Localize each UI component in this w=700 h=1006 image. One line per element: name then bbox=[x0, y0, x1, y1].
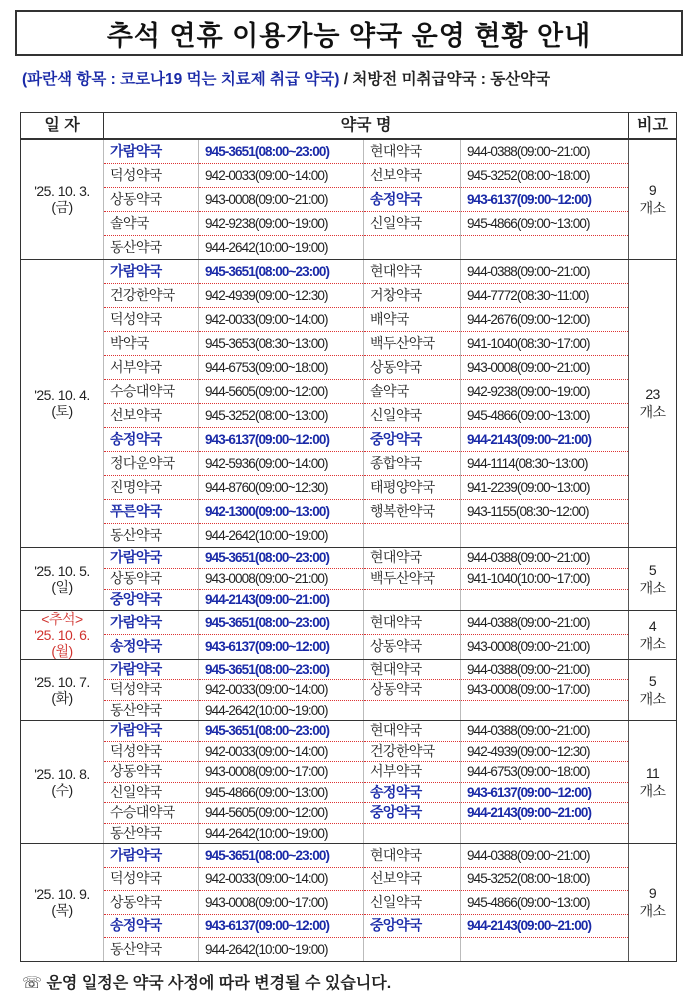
pharmacy-phone-hours: 942-0033(09:00~14:00) bbox=[199, 163, 364, 187]
pharmacy-name: 덕성약국 bbox=[104, 163, 199, 187]
pharmacy-phone-hours: 944-0388(09:00~21:00) bbox=[461, 659, 629, 680]
pharmacy-count-cell bbox=[629, 259, 677, 547]
pharmacy-phone-hours bbox=[461, 823, 629, 844]
pharmacy-phone-hours: 945-4866(09:00~13:00) bbox=[199, 782, 364, 803]
table-row bbox=[21, 403, 677, 427]
pharmacy-name: 중앙약국 bbox=[364, 427, 461, 451]
pharmacy-phone-hours: 942-4939(09:00~12:30) bbox=[461, 741, 629, 762]
pharmacy-name: 중앙약국 bbox=[364, 914, 461, 938]
pharmacy-name: 행복한약국 bbox=[364, 499, 461, 523]
pharmacy-phone-hours: 944-0388(09:00~21:00) bbox=[461, 844, 629, 868]
table-row bbox=[21, 914, 677, 938]
pharmacy-name: 상동약국 bbox=[104, 762, 199, 783]
pharmacy-count: 5 bbox=[648, 561, 657, 578]
pharmacy-name: 상동약국 bbox=[104, 891, 199, 915]
weekday-text: (금) bbox=[51, 199, 73, 216]
pharmacy-name: 건강한약국 bbox=[104, 283, 199, 307]
pharmacy-name: 신일약국 bbox=[364, 403, 461, 427]
pharmacy-phone-hours: 945-4866(09:00~13:00) bbox=[461, 211, 629, 235]
pharmacy-name: 동산약국 bbox=[104, 523, 199, 547]
pharmacy-name: 정다운약국 bbox=[104, 451, 199, 475]
pharmacy-phone-hours: 944-0388(09:00~21:00) bbox=[461, 721, 629, 742]
table-row bbox=[21, 741, 677, 762]
pharmacy-name: 거창약국 bbox=[364, 283, 461, 307]
pharmacy-name: 건강한약국 bbox=[364, 741, 461, 762]
pharmacy-name: 동산약국 bbox=[104, 938, 199, 962]
table-row bbox=[21, 610, 677, 635]
footer-text: 운영 일정은 약국 사정에 따라 변경될 수 있습니다. bbox=[46, 974, 392, 992]
pharmacy-count-unit: 개소 bbox=[639, 579, 666, 596]
date-text: '25. 10. 9. bbox=[34, 886, 90, 903]
pharmacy-name: 신일약국 bbox=[364, 891, 461, 915]
pharmacy-phone-hours: 944-2143(09:00~21:00) bbox=[199, 589, 364, 610]
date-text: '25. 10. 5. bbox=[34, 562, 90, 579]
pharmacy-name: 박약국 bbox=[104, 331, 199, 355]
pharmacy-phone-hours: 945-3252(08:00~13:00) bbox=[199, 403, 364, 427]
pharmacy-name: 가람약국 bbox=[104, 259, 199, 283]
pharmacy-name: 솔약국 bbox=[104, 211, 199, 235]
pharmacy-name: 덕성약국 bbox=[104, 741, 199, 762]
pharmacy-name: 덕성약국 bbox=[104, 307, 199, 331]
pharmacy-phone-hours: 944-0388(09:00~21:00) bbox=[461, 610, 629, 635]
pharmacy-name: 상동약국 bbox=[364, 635, 461, 660]
table-row bbox=[21, 163, 677, 187]
date-text: '25. 10. 8. bbox=[34, 766, 90, 782]
pharmacy-name: 진명약국 bbox=[104, 475, 199, 499]
pharmacy-count-unit: 개소 bbox=[639, 404, 666, 420]
pharmacy-phone-hours: 943-0008(09:00~17:00) bbox=[199, 891, 364, 915]
pharmacy-count-cell bbox=[629, 721, 677, 844]
table-header-row bbox=[21, 113, 677, 140]
pharmacy-name: 덕성약국 bbox=[104, 680, 199, 701]
pharmacy-phone-hours bbox=[461, 938, 629, 962]
weekday-text: (목) bbox=[51, 902, 73, 919]
pharmacy-phone-hours: 941-2239(09:00~13:00) bbox=[461, 475, 629, 499]
table-row bbox=[21, 823, 677, 844]
pharmacy-count-unit: 개소 bbox=[639, 690, 666, 707]
pharmacy-phone-hours: 944-2642(10:00~19:00) bbox=[199, 823, 364, 844]
pharmacy-name: 수승대약국 bbox=[104, 803, 199, 824]
pharmacy-phone-hours: 943-6137(09:00~12:00) bbox=[199, 635, 364, 660]
pharmacy-count-cell bbox=[629, 659, 677, 721]
pharmacy-phone-hours: 943-0008(09:00~21:00) bbox=[461, 355, 629, 379]
pharmacy-count: 11 bbox=[645, 765, 660, 781]
pharmacy-phone-hours bbox=[461, 589, 629, 610]
pharmacy-name: 송정약국 bbox=[104, 635, 199, 660]
pharmacy-name: 동산약국 bbox=[104, 823, 199, 844]
table-row bbox=[21, 547, 677, 568]
pharmacy-phone-hours: 944-2676(09:00~12:00) bbox=[461, 307, 629, 331]
pharmacy-phone-hours: 945-3651(08:00~23:00) bbox=[199, 721, 364, 742]
pharmacy-name bbox=[364, 523, 461, 547]
pharmacy-name: 솔약국 bbox=[364, 379, 461, 403]
pharmacy-count-unit: 개소 bbox=[639, 903, 666, 920]
pharmacy-name: 상동약국 bbox=[104, 187, 199, 211]
table-row bbox=[21, 867, 677, 891]
pharmacy-phone-hours: 944-0388(09:00~21:00) bbox=[461, 259, 629, 283]
pharmacy-name: 현대약국 bbox=[364, 547, 461, 568]
pharmacy-name bbox=[364, 938, 461, 962]
table-row bbox=[21, 331, 677, 355]
header-note: 비고 bbox=[629, 113, 677, 140]
legend-no-prescription-note: / 처방전 미취급약국 : 동산약국 bbox=[339, 71, 551, 88]
pharmacy-count-cell bbox=[629, 547, 677, 610]
pharmacy-name: 상동약국 bbox=[364, 355, 461, 379]
pharmacy-name: 송정약국 bbox=[364, 782, 461, 803]
footer-notice bbox=[22, 974, 676, 994]
pharmacy-phone-hours: 944-2642(10:00~19:00) bbox=[199, 523, 364, 547]
content-flow bbox=[20, 112, 676, 994]
weekday-text: (토) bbox=[51, 403, 73, 419]
table-row bbox=[21, 427, 677, 451]
pharmacy-phone-hours: 944-5605(09:00~12:00) bbox=[199, 803, 364, 824]
holiday-label: <추석> bbox=[41, 610, 83, 627]
table-row bbox=[21, 568, 677, 589]
pharmacy-count: 5 bbox=[648, 672, 657, 689]
date-cell bbox=[21, 547, 104, 610]
pharmacy-phone-hours: 944-6753(09:00~18:00) bbox=[461, 762, 629, 783]
date-cell bbox=[21, 844, 104, 962]
pharmacy-name: 현대약국 bbox=[364, 610, 461, 635]
pharmacy-name: 서부약국 bbox=[104, 355, 199, 379]
pharmacy-phone-hours: 942-9238(09:00~19:00) bbox=[199, 211, 364, 235]
pharmacy-phone-hours: 945-4866(09:00~13:00) bbox=[461, 891, 629, 915]
date-text: '25. 10. 3. bbox=[34, 183, 90, 200]
weekday-text: (화) bbox=[51, 689, 73, 706]
table-row bbox=[21, 803, 677, 824]
pharmacy-name: 현대약국 bbox=[364, 259, 461, 283]
pharmacy-phone-hours bbox=[461, 523, 629, 547]
table-row bbox=[21, 844, 677, 868]
pharmacy-name: 송정약국 bbox=[104, 914, 199, 938]
pharmacy-name: 종합약국 bbox=[364, 451, 461, 475]
pharmacy-name: 덕성약국 bbox=[104, 867, 199, 891]
pharmacy-name: 중앙약국 bbox=[104, 589, 199, 610]
pharmacy-phone-hours: 942-1300(09:00~13:00) bbox=[199, 499, 364, 523]
pharmacy-name: 가람약국 bbox=[104, 721, 199, 742]
pharmacy-phone-hours: 944-2642(10:00~19:00) bbox=[199, 938, 364, 962]
pharmacy-phone-hours: 941-1040(10:00~17:00) bbox=[461, 568, 629, 589]
table-row bbox=[21, 211, 677, 235]
pharmacy-phone-hours: 943-6137(09:00~12:00) bbox=[199, 914, 364, 938]
phone-icon: ☏ bbox=[22, 974, 43, 992]
pharmacy-phone-hours bbox=[461, 700, 629, 721]
date-cell bbox=[21, 139, 104, 259]
pharmacy-phone-hours: 943-1155(08:30~12:00) bbox=[461, 499, 629, 523]
pharmacy-phone-hours: 944-6753(09:00~18:00) bbox=[199, 355, 364, 379]
pharmacy-phone-hours: 945-3651(08:00~23:00) bbox=[199, 659, 364, 680]
table-row bbox=[21, 762, 677, 783]
table-row bbox=[21, 721, 677, 742]
table-row bbox=[21, 938, 677, 962]
pharmacy-name: 중앙약국 bbox=[364, 803, 461, 824]
date-cell bbox=[21, 721, 104, 844]
pharmacy-phone-hours: 943-0008(09:00~21:00) bbox=[199, 187, 364, 211]
pharmacy-phone-hours: 944-0388(09:00~21:00) bbox=[461, 547, 629, 568]
pharmacy-phone-hours: 944-2143(09:00~21:00) bbox=[461, 803, 629, 824]
pharmacy-phone-hours: 942-0033(09:00~14:00) bbox=[199, 867, 364, 891]
pharmacy-phone-hours: 942-4939(09:00~12:30) bbox=[199, 283, 364, 307]
pharmacy-name: 현대약국 bbox=[364, 659, 461, 680]
pharmacy-name: 현대약국 bbox=[364, 721, 461, 742]
pharmacy-count: 9 bbox=[648, 182, 657, 199]
pharmacy-count: 9 bbox=[648, 885, 657, 902]
table-row bbox=[21, 700, 677, 721]
pharmacy-count-cell bbox=[629, 610, 677, 659]
table-row bbox=[21, 782, 677, 803]
table-row bbox=[21, 635, 677, 660]
table-row bbox=[21, 659, 677, 680]
table-row bbox=[21, 475, 677, 499]
pharmacy-count-unit: 개소 bbox=[639, 783, 666, 799]
pharmacy-name: 송정약국 bbox=[364, 187, 461, 211]
pharmacy-name: 상동약국 bbox=[104, 568, 199, 589]
legend-note bbox=[22, 70, 550, 90]
pharmacy-phone-hours: 945-3653(08:30~13:00) bbox=[199, 331, 364, 355]
table-row bbox=[21, 379, 677, 403]
pharmacy-phone-hours: 943-0008(09:00~21:00) bbox=[461, 635, 629, 660]
pharmacy-phone-hours: 943-6137(09:00~12:00) bbox=[461, 187, 629, 211]
weekday-text: (수) bbox=[51, 782, 73, 798]
pharmacy-phone-hours: 945-4866(09:00~13:00) bbox=[461, 403, 629, 427]
pharmacy-name: 신일약국 bbox=[364, 211, 461, 235]
pharmacy-phone-hours: 942-9238(09:00~19:00) bbox=[461, 379, 629, 403]
pharmacy-phone-hours: 943-6137(09:00~12:00) bbox=[199, 427, 364, 451]
pharmacy-phone-hours: 941-1040(08:30~17:00) bbox=[461, 331, 629, 355]
pharmacy-count-unit: 개소 bbox=[639, 200, 666, 217]
date-text: '25. 10. 6. bbox=[34, 626, 90, 643]
pharmacy-phone-hours: 944-0388(09:00~21:00) bbox=[461, 139, 629, 163]
pharmacy-name bbox=[364, 235, 461, 259]
date-cell bbox=[21, 659, 104, 721]
pharmacy-phone-hours: 945-3252(08:00~18:00) bbox=[461, 163, 629, 187]
pharmacy-phone-hours: 945-3651(08:00~23:00) bbox=[199, 139, 364, 163]
pharmacy-name: 선보약국 bbox=[104, 403, 199, 427]
pharmacy-name bbox=[364, 700, 461, 721]
pharmacy-name: 태평양약국 bbox=[364, 475, 461, 499]
legend-blue-note: (파란색 항목 : 코로나19 먹는 치료제 취급 약국) bbox=[22, 71, 340, 88]
pharmacy-name: 가람약국 bbox=[104, 610, 199, 635]
pharmacy-name: 백두산약국 bbox=[364, 568, 461, 589]
pharmacy-phone-hours: 942-0033(09:00~14:00) bbox=[199, 741, 364, 762]
pharmacy-name bbox=[364, 823, 461, 844]
pharmacy-name: 동산약국 bbox=[104, 235, 199, 259]
pharmacy-count-cell bbox=[629, 139, 677, 259]
table-row bbox=[21, 283, 677, 307]
pharmacy-phone-hours: 945-3651(08:00~23:00) bbox=[199, 547, 364, 568]
pharmacy-name bbox=[364, 589, 461, 610]
pharmacy-name: 백두산약국 bbox=[364, 331, 461, 355]
header-pharmacy: 약국 명 bbox=[104, 113, 629, 140]
table-row bbox=[21, 499, 677, 523]
pharmacy-name: 상동약국 bbox=[364, 680, 461, 701]
pharmacy-name: 가람약국 bbox=[104, 547, 199, 568]
pharmacy-phone-hours: 944-2143(09:00~21:00) bbox=[461, 427, 629, 451]
pharmacy-phone-hours: 945-3651(08:00~23:00) bbox=[199, 259, 364, 283]
table-row bbox=[21, 589, 677, 610]
pharmacy-name: 현대약국 bbox=[364, 844, 461, 868]
pharmacy-name: 선보약국 bbox=[364, 163, 461, 187]
pharmacy-phone-hours: 942-0033(09:00~14:00) bbox=[199, 680, 364, 701]
pharmacy-count-unit: 개소 bbox=[639, 635, 666, 652]
pharmacy-name: 가람약국 bbox=[104, 844, 199, 868]
pharmacy-phone-hours: 945-3651(08:00~23:00) bbox=[199, 844, 364, 868]
table-row bbox=[21, 680, 677, 701]
pharmacy-phone-hours: 944-2642(10:00~19:00) bbox=[199, 700, 364, 721]
pharmacy-count: 4 bbox=[648, 617, 657, 634]
pharmacy-phone-hours: 943-6137(09:00~12:00) bbox=[461, 782, 629, 803]
weekday-text: (일) bbox=[51, 578, 73, 595]
pharmacy-phone-hours: 943-0008(09:00~17:00) bbox=[461, 680, 629, 701]
pharmacy-phone-hours: 944-5605(09:00~12:00) bbox=[199, 379, 364, 403]
pharmacy-phone-hours: 942-0033(09:00~14:00) bbox=[199, 307, 364, 331]
weekday-text: (월) bbox=[51, 642, 73, 659]
table-row bbox=[21, 259, 677, 283]
pharmacy-phone-hours bbox=[461, 235, 629, 259]
pharmacy-name: 신일약국 bbox=[104, 782, 199, 803]
pharmacy-name: 푸른약국 bbox=[104, 499, 199, 523]
pharmacy-phone-hours: 943-0008(09:00~17:00) bbox=[199, 762, 364, 783]
pharmacy-schedule-table bbox=[20, 112, 677, 962]
table-row bbox=[21, 235, 677, 259]
pharmacy-name: 가람약국 bbox=[104, 139, 199, 163]
table-row bbox=[21, 139, 677, 163]
page-title: 추석 연휴 이용가능 약국 운영 현황 안내 bbox=[15, 10, 683, 56]
pharmacy-name: 선보약국 bbox=[364, 867, 461, 891]
pharmacy-phone-hours: 945-3252(08:00~18:00) bbox=[461, 867, 629, 891]
pharmacy-name: 배약국 bbox=[364, 307, 461, 331]
date-text: '25. 10. 7. bbox=[34, 673, 90, 690]
pharmacy-phone-hours: 944-2143(09:00~21:00) bbox=[461, 914, 629, 938]
pharmacy-name: 송정약국 bbox=[104, 427, 199, 451]
pharmacy-phone-hours: 944-8760(09:00~12:30) bbox=[199, 475, 364, 499]
date-text: '25. 10. 4. bbox=[34, 387, 90, 403]
pharmacy-phone-hours: 944-7772(08:30~11:00) bbox=[461, 283, 629, 307]
header-date: 일 자 bbox=[21, 113, 104, 140]
table-row bbox=[21, 187, 677, 211]
pharmacy-name: 동산약국 bbox=[104, 700, 199, 721]
date-cell bbox=[21, 259, 104, 547]
pharmacy-name: 수승대약국 bbox=[104, 379, 199, 403]
pharmacy-phone-hours: 942-5936(09:00~14:00) bbox=[199, 451, 364, 475]
pharmacy-name: 서부약국 bbox=[364, 762, 461, 783]
table-row bbox=[21, 451, 677, 475]
table-row bbox=[21, 355, 677, 379]
pharmacy-phone-hours: 944-1114(08:30~13:00) bbox=[461, 451, 629, 475]
table-row bbox=[21, 523, 677, 547]
table-body bbox=[21, 139, 677, 961]
pharmacy-phone-hours: 945-3651(08:00~23:00) bbox=[199, 610, 364, 635]
pharmacy-name: 가람약국 bbox=[104, 659, 199, 680]
pharmacy-phone-hours: 944-2642(10:00~19:00) bbox=[199, 235, 364, 259]
pharmacy-phone-hours: 943-0008(09:00~21:00) bbox=[199, 568, 364, 589]
table-row bbox=[21, 891, 677, 915]
pharmacy-count-cell bbox=[629, 844, 677, 962]
pharmacy-name: 현대약국 bbox=[364, 139, 461, 163]
table-row bbox=[21, 307, 677, 331]
pharmacy-count: 23 bbox=[645, 386, 660, 402]
date-cell bbox=[21, 610, 104, 659]
